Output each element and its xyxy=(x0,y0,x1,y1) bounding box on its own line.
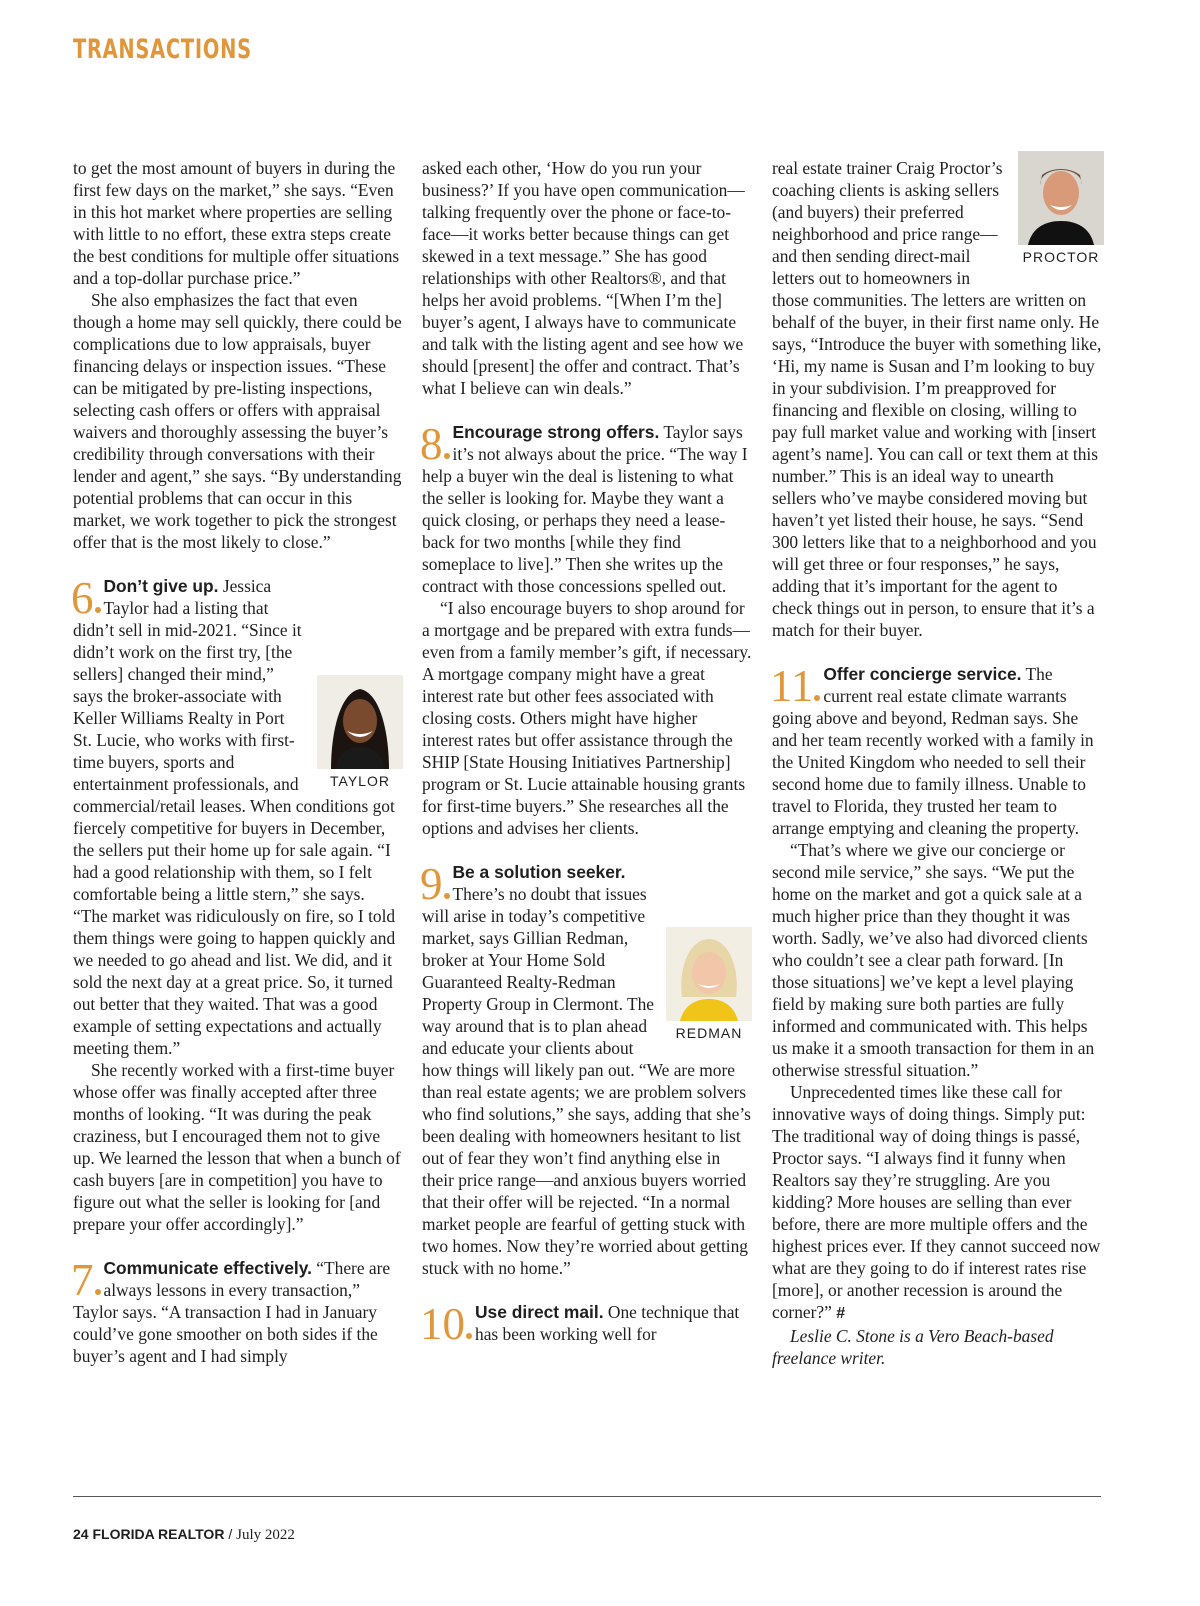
paragraph: “I also encourage buyers to shop around for a mortgage and be prepared with extra funds—even from a family member’s gift, if necessary. A mortgage company might have a great interest rate but other fees associated with closing costs. Others might have higher interest rates but offer assistance through the SHIP [State Housing Initiatives Partnership] program or St. Lucie attainable housing grants for first-time buyers.” She researches all the options and advises her clients. xyxy=(422,598,752,838)
tip-heading: Be a solution seeker. xyxy=(452,862,626,882)
tip-text: Taylor says it’s not always about the price. “The way I help a buyer win the deal is listening to what the seller is looking for. Maybe they want a quick closing, or perhaps they need a lease-back for two months [while they find someplace to live].” Then she writes up the contract with those concessions spelled out. xyxy=(422,422,748,596)
page-footer xyxy=(73,1526,295,1544)
tip-text: One technique that has been working well for xyxy=(475,1302,740,1344)
section-label: TRANSACTIONS xyxy=(73,34,252,65)
article-column-2 xyxy=(420,157,752,1349)
tip-heading: Don’t give up. xyxy=(103,576,219,596)
paragraph: to get the most amount of buyers in during the first few days on the market,” she says. “Even in this hot market where properties are selling with little to no effort, these extra steps create the best conditions for multiple offer situations and a top-dollar purchase price.” xyxy=(73,158,400,288)
tip-heading: Offer concierge service. xyxy=(823,664,1022,684)
photo-caption: TAYLOR xyxy=(330,773,390,789)
tip-6 xyxy=(73,575,403,1059)
tip-number: 8 xyxy=(420,426,450,462)
tip-number: 10 xyxy=(420,1306,472,1342)
paragraph: asked each other, ‘How do you run your business?’ If you have open communication—talking frequently over the phone or face-to-face—it works better because things can get skewed in a text message.” She has good relationships with other Realtors®, and that helps her avoid problems. “[When I’m the] buyer’s agent, I always have to communicate and talk with the listing agent and see how we should [present] the offer and contract. That’s what I believe can win deals.” xyxy=(422,158,745,398)
tip-text: “There are always lessons in every transaction,” Taylor says. “A transaction I had in January could’ve gone smoother on both sides if the buyer’s agent and I had simply xyxy=(73,1258,391,1366)
photo-proctor xyxy=(1018,151,1104,265)
author-byline: Leslie C. Stone is a Vero Beach-based freelance writer. xyxy=(772,1326,1054,1368)
paragraph xyxy=(772,1081,1102,1325)
photo-caption: PROCTOR xyxy=(1022,249,1100,265)
paragraph: She recently worked with a first-time buyer whose offer was finally accepted after three months of looking. “It was during the peak craziness, but I encouraged them not to give up. We learned the lesson that when a bunch of cash buyers [are in competition] you have to figure out what the seller is looking for [and prepare your offer accordingly].” xyxy=(73,1060,401,1234)
tip-9 xyxy=(422,861,752,1279)
tip-text: There’s no doubt that issues will arise in today’s competitive market, says Gillian Redman, broker at Your Home Sold Guaranteed Realty-Redman Property Group in Clermont. The way around that is to plan ahead and educate your clients about how things will likely pan out. “We are more than real estate agents; we are problem solvers who find solutions,” she says, adding that she’s been dealing with homeowners hesitant to list out of fear they won’t find anything else in their price range—and anxious buyers worried that their offer will be rejected. “In a normal market people are fearful of getting stuck with two homes. Now they’re worried about getting stuck with no home.” xyxy=(422,884,751,1278)
page-number: 24 xyxy=(73,1526,89,1542)
tip-10 xyxy=(420,1299,752,1349)
paragraph-text: Unprecedented times like these call for innovative ways of doing things. Simply put: The traditional way of doing things is passé, Proctor says. “I always find it funny when Realtors say they’re struggling. Are you kidding? More houses are selling than ever before, there are more multiple offers and the highest prices ever. If they cannot succeed now what are they going to do if interest rates rise [more], or another recession is around the corner?” xyxy=(772,1082,1101,1322)
issue-date: July 2022 xyxy=(236,1527,295,1543)
portrait-image xyxy=(666,927,752,1021)
footer-separator: / xyxy=(228,1526,233,1542)
photo-caption: REDMAN xyxy=(675,1025,743,1041)
photo-taylor xyxy=(317,675,403,789)
paragraph: She also emphasizes the fact that even though a home may sell quickly, there could be complications due to low appraisals, buyer financing delays or inspection issues. “These can be mitigated by pre-listing inspections, selecting cash offers or offers with appraisal waivers and thoroughly assessing the buyer’s credibility through conversations with their lender and agent,” she says. “By understanding potential problems that can occur in this market, we work together to pick the strongest offer that is the most likely to close.” xyxy=(73,290,402,552)
tip-heading: Encourage strong offers. xyxy=(452,422,660,442)
photo-redman xyxy=(666,927,752,1041)
end-mark: # xyxy=(836,1305,846,1322)
tip-8 xyxy=(422,421,752,597)
tip-heading: Communicate effectively. xyxy=(103,1258,312,1278)
portrait-image xyxy=(317,675,403,769)
footer-divider xyxy=(73,1496,1101,1497)
tip-heading: Use direct mail. xyxy=(475,1302,604,1322)
tip-number: 6 xyxy=(71,580,101,616)
tip-number: 11 xyxy=(770,668,820,704)
paragraph: real estate trainer Craig Proctor’s coaching clients is asking sellers (and buyers) their preferred neighborhood and price range—and then sending direct-mail letters out to homeowners in those communities. The letters are written on behalf of the buyer, in their first name only. He says, “Introduce the buyer with something like, ‘Hi, my name is Susan and I’m looking to buy in your subdivision. I’m preapproved for financing and flexible on closing, willing to pay full market value and working with [insert agent’s name]. You can call or text them at this number.” This is an ideal way to unearth sellers who’ve maybe considered moving but haven’t yet listed their house, he says. “Send 300 letters like that to a neighborhood and you will get three or four responses,” he says, adding that it’s important for the agent to check things out in person, to ensure that it’s a match for their buyer. xyxy=(772,158,1102,640)
tip-text: Jessica Taylor had a listing that didn’t sell in mid-2021. “Since it didn’t work on the first try, [the sellers] changed their mind,” says the broker-associate with Keller Williams Realty in Port St. Lucie, who works with first-time buyers, sports and entertainment professionals, and commercial/retail leases. When conditions got fiercely competitive for buyers in December, the sellers put their home up for sale again. “I had a good relationship with them, so I felt comfortable being a little stern,” she says. “The market was ridiculously on fire, so I told them things were going to happen quickly and we needed to go ahead and list. We did, and it sold the next day at a great price. So, it turned out better that they waited. That was a good example of setting expectations and actually meeting them.” xyxy=(73,576,396,1058)
publication-name: FLORIDA REALTOR xyxy=(92,1526,225,1542)
tip-number: 9 xyxy=(420,866,450,902)
portrait-image xyxy=(1018,151,1104,245)
article-column-3 xyxy=(772,157,1102,1369)
article-column-1 xyxy=(73,157,403,1367)
tip-7 xyxy=(73,1257,403,1367)
tip-number: 7 xyxy=(71,1262,101,1298)
tip-11 xyxy=(772,663,1102,839)
paragraph: “That’s where we give our concierge or second mile service,” she says. “We put the home on the market and got a quick sale at a much higher price than they thought it was worth. Sadly, we’ve also had divorced clients who couldn’t see a clear path forward. [In those situations] we’ve kept a level playing field by making sure both parties are fully informed and communicated with. This helps us make it a smooth transaction for them in an otherwise stressful situation.” xyxy=(772,840,1095,1080)
tip-text: The current real estate climate warrants going above and beyond, Redman says. She and her team recently worked with a family in the United Kingdom who needed to sell their second home due to family illness. Unable to travel to Florida, they trusted her team to arrange emptying and cleaning the property. xyxy=(772,664,1094,838)
